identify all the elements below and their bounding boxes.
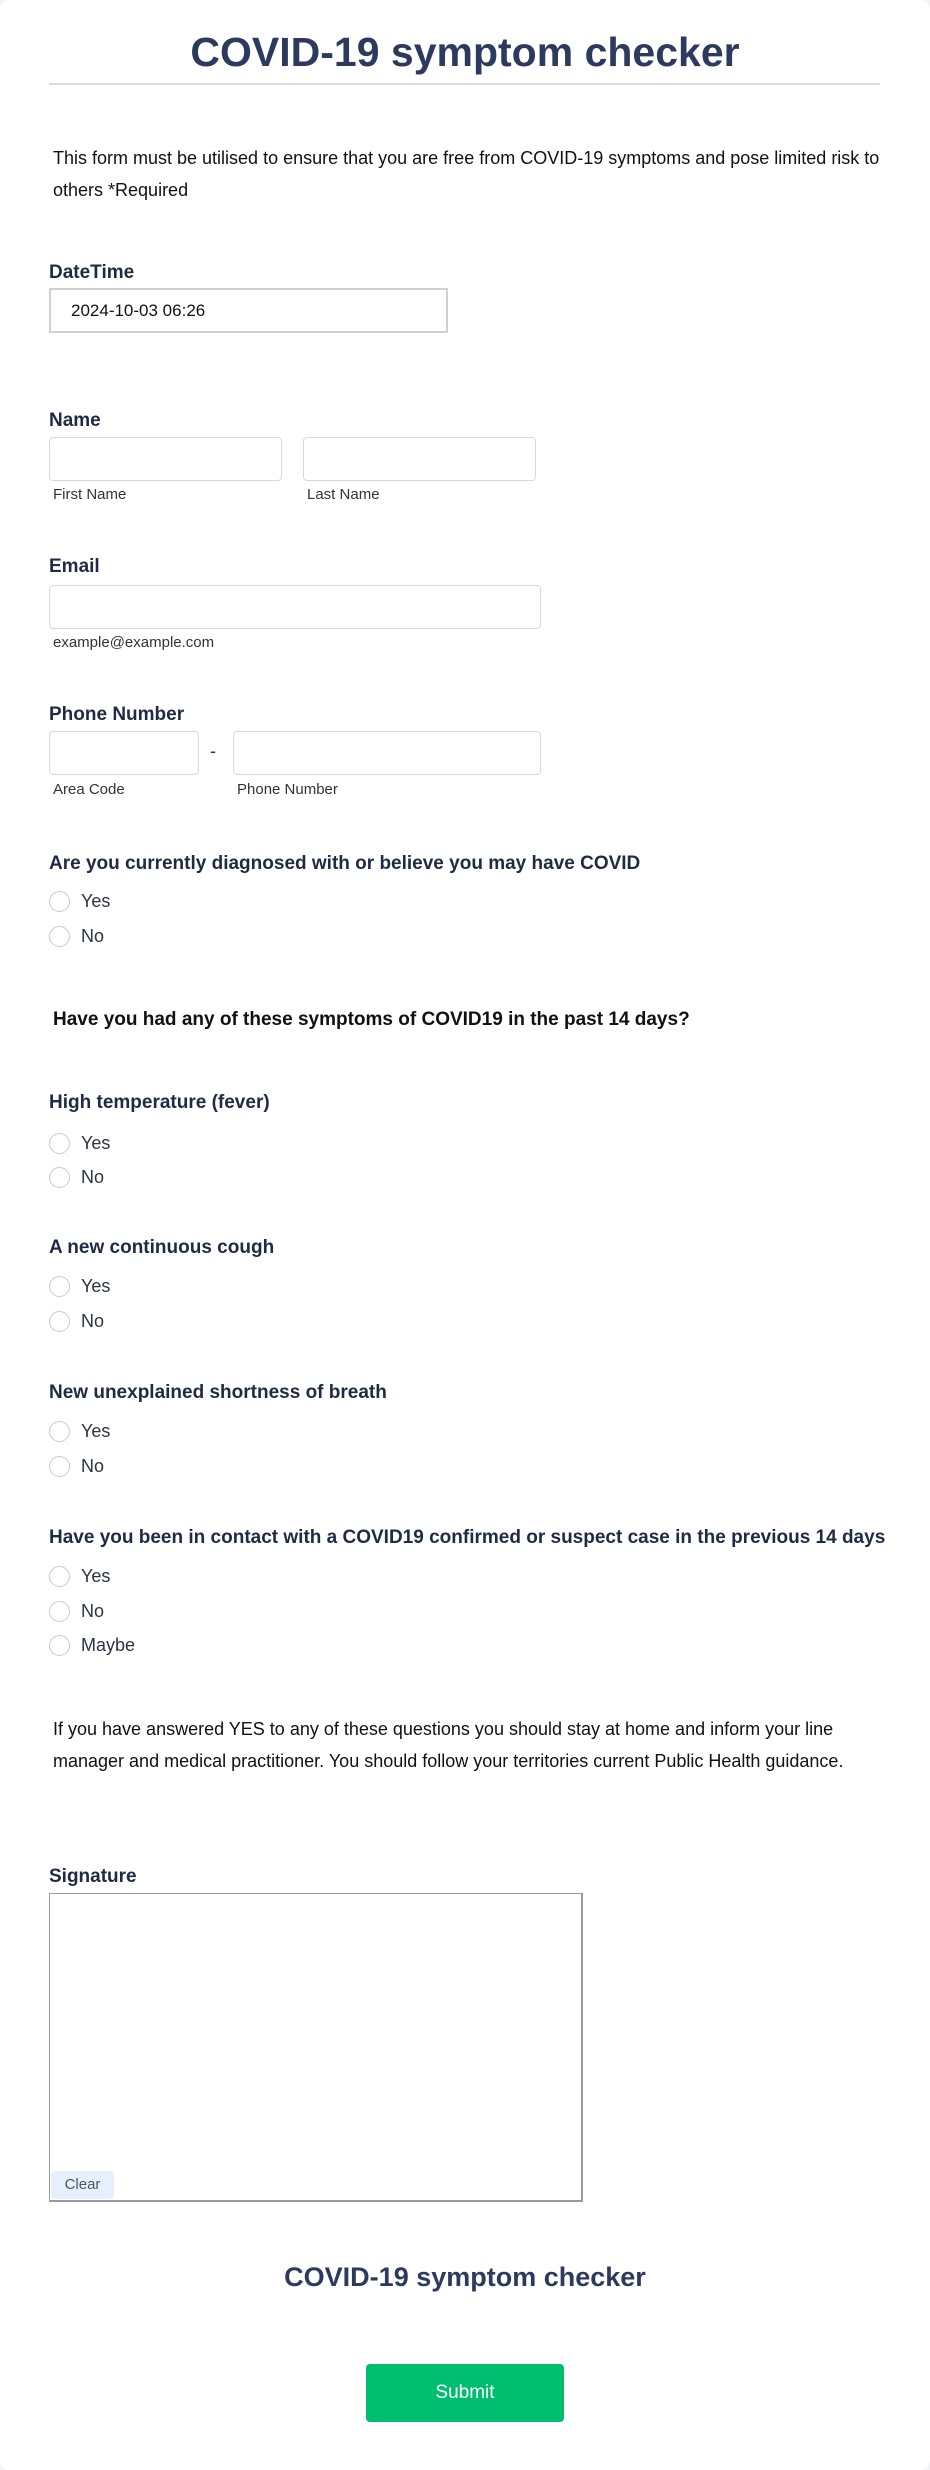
signature-label: Signature xyxy=(49,1866,137,1887)
fever-option-no[interactable] xyxy=(49,1164,104,1190)
radio-circle[interactable] xyxy=(49,1167,70,1188)
email-input[interactable] xyxy=(49,585,541,629)
cough-option-no[interactable] xyxy=(49,1308,104,1334)
symptoms-heading: Have you had any of these symptoms of COVID19 in the past 14 days? xyxy=(53,1009,690,1030)
contact-option-maybe[interactable] xyxy=(49,1632,135,1658)
phone-number-input[interactable] xyxy=(233,731,541,775)
diagnosed-option-no[interactable] xyxy=(49,923,104,949)
option-label: No xyxy=(81,1600,105,1621)
contact-question-label: Have you been in contact with a COVID19 confirmed or suspect case in the previous 14 days xyxy=(49,1527,886,1548)
signature-pad[interactable] xyxy=(49,1893,583,2202)
email-label: Email xyxy=(49,556,100,577)
option-label: No xyxy=(81,1455,105,1476)
option-label: No xyxy=(81,1166,105,1187)
advice-text: If you have answered YES to any of these questions you should stay at home and inform your line manager and medical practitioner. You should follow your territories current Public Health guidance. xyxy=(53,1719,844,1771)
breath-option-no[interactable] xyxy=(49,1453,104,1479)
datetime-input[interactable] xyxy=(49,288,448,333)
phone-label: Phone Number xyxy=(49,704,185,725)
first-name-sublabel: First Name xyxy=(53,486,127,503)
phone-separator: - xyxy=(210,741,216,761)
radio-circle[interactable] xyxy=(49,1276,70,1297)
area-code-sublabel: Area Code xyxy=(53,781,125,798)
breath-option-yes[interactable] xyxy=(49,1418,110,1444)
clear-signature-button[interactable]: Clear xyxy=(51,2171,114,2199)
radio-circle[interactable] xyxy=(49,1635,70,1656)
option-label: No xyxy=(81,925,105,946)
diagnosed-question-label: Are you currently diagnosed with or believe you may have COVID xyxy=(49,853,641,874)
intro-text: This form must be utilised to ensure that you are free from COVID-19 symptoms and pose limited risk to others *Required xyxy=(53,148,880,200)
radio-circle[interactable] xyxy=(49,891,70,912)
radio-circle[interactable] xyxy=(49,1133,70,1154)
radio-circle[interactable] xyxy=(49,1311,70,1332)
radio-circle[interactable] xyxy=(49,1421,70,1442)
radio-circle[interactable] xyxy=(49,1601,70,1622)
option-label: No xyxy=(81,1310,105,1331)
name-label: Name xyxy=(49,410,101,431)
cough-option-yes[interactable] xyxy=(49,1273,110,1299)
area-code-input[interactable] xyxy=(49,731,199,775)
diagnosed-option-yes[interactable] xyxy=(49,888,110,914)
cough-question-label: A new continuous cough xyxy=(49,1237,275,1258)
first-name-input[interactable] xyxy=(49,437,282,481)
fever-question-label: High temperature (fever) xyxy=(49,1092,270,1113)
form-title: COVID-19 symptom checker xyxy=(190,29,740,75)
submit-button[interactable]: Submit xyxy=(366,2364,564,2422)
footer-title: COVID-19 symptom checker xyxy=(284,2262,646,2292)
option-label: Maybe xyxy=(81,1634,136,1655)
fever-option-yes[interactable] xyxy=(49,1130,110,1156)
radio-circle[interactable] xyxy=(49,1566,70,1587)
option-label: Yes xyxy=(81,1420,111,1441)
last-name-sublabel: Last Name xyxy=(307,486,380,503)
last-name-input[interactable] xyxy=(303,437,536,481)
option-label: Yes xyxy=(81,1132,111,1153)
option-label: Yes xyxy=(81,1275,111,1296)
title-divider xyxy=(49,83,880,85)
email-sublabel: example@example.com xyxy=(53,634,215,651)
breath-question-label: New unexplained shortness of breath xyxy=(49,1382,387,1403)
radio-circle[interactable] xyxy=(49,926,70,947)
contact-option-no[interactable] xyxy=(49,1598,104,1624)
contact-option-yes[interactable] xyxy=(49,1563,110,1589)
option-label: Yes xyxy=(81,890,111,911)
option-label: Yes xyxy=(81,1565,111,1586)
phone-number-sublabel: Phone Number xyxy=(237,781,338,798)
radio-circle[interactable] xyxy=(49,1456,70,1477)
datetime-label: DateTime xyxy=(49,262,135,283)
